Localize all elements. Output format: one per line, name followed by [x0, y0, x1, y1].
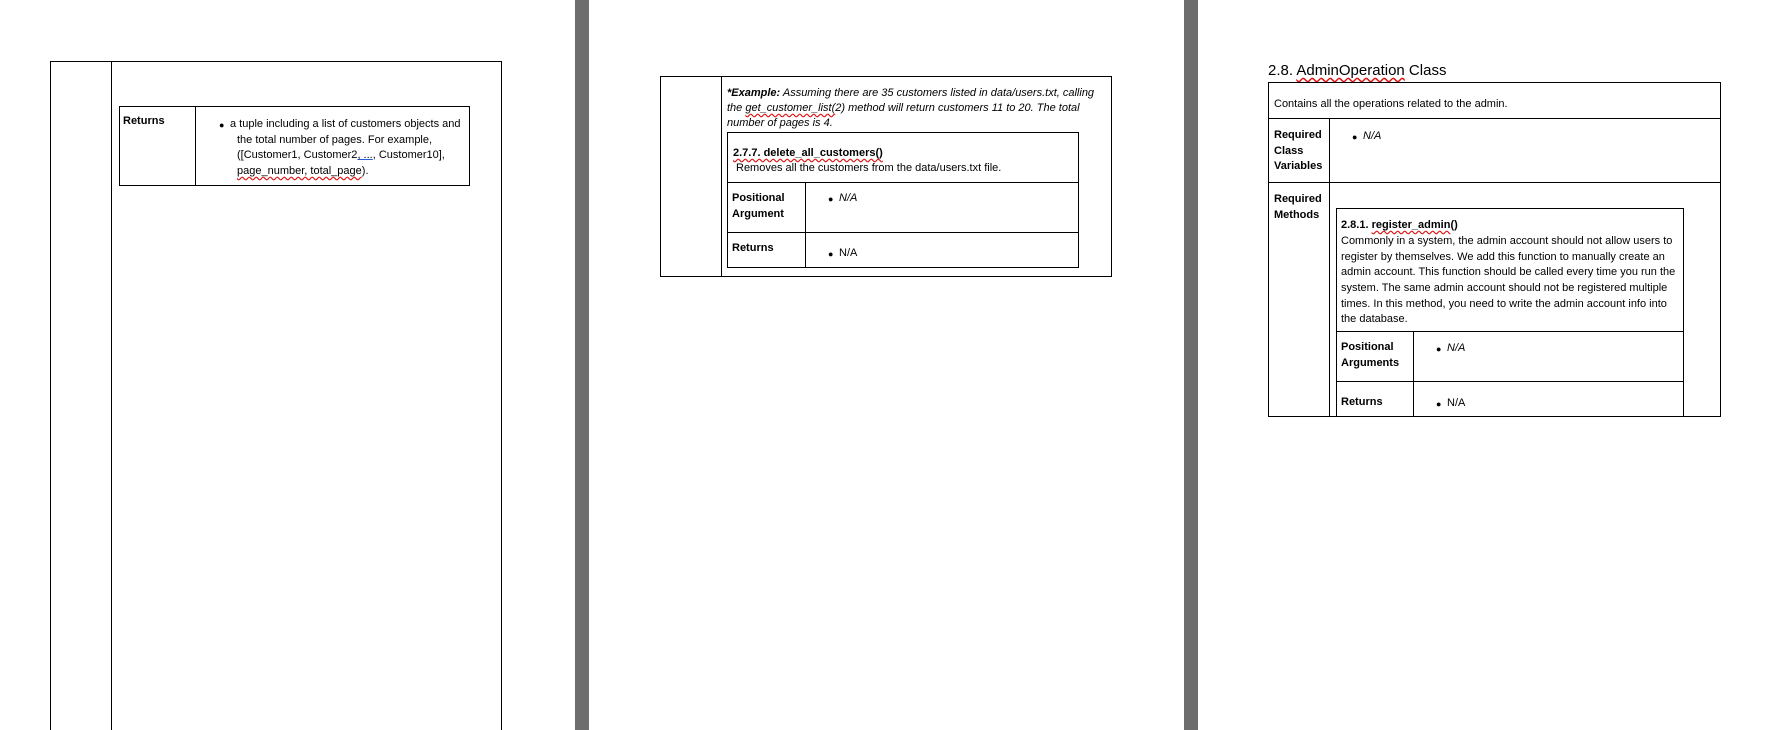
- class-table-row-divider-2: [1268, 182, 1721, 183]
- positional-argument-label-2: Argument: [732, 208, 784, 220]
- class-description: Contains all the operations related to the admin.: [1274, 98, 1508, 110]
- method-table-row-divider-1: [727, 182, 1079, 183]
- method-description: Removes all the customers from the data/users.txt file.: [736, 162, 1002, 174]
- returns-label: Returns: [732, 242, 774, 254]
- required-class-variables-label-1: Required: [1274, 129, 1322, 141]
- returns-label: Returns: [123, 115, 165, 127]
- example-line-2: [727, 101, 1080, 116]
- bullet-icon: ●: [219, 120, 225, 130]
- positional-arguments-label-1: Positional: [1341, 341, 1394, 353]
- positional-arguments-label-2: Arguments: [1341, 357, 1400, 369]
- returns-text-line-2: the total number of pages. For example,: [237, 134, 433, 146]
- method-description-line-6: the database.: [1341, 313, 1408, 325]
- section-heading-class-name: AdminOperation: [1296, 62, 1405, 79]
- bullet-icon: ●: [1436, 344, 1442, 354]
- bullet-icon: ●: [828, 194, 834, 204]
- example-text-1: Assuming there are 35 customers listed in data/users.txt, calling: [780, 87, 1095, 99]
- returns-value: N/A: [1447, 397, 1466, 409]
- class-table-row-divider-1: [1268, 118, 1721, 119]
- method-title-name: register_admin: [1371, 219, 1451, 231]
- bullet-icon: ●: [1352, 132, 1358, 142]
- example-text-2c: 2) method will return customers 11 to 20. The total: [835, 102, 1080, 114]
- method-description-line-4: system. The same admin account should not be registered multiple: [1341, 282, 1668, 294]
- class-table-column-divider: [1329, 118, 1330, 417]
- example-label: *Example:: [727, 87, 781, 99]
- method-title: [1341, 218, 1458, 233]
- positional-arguments-value: N/A: [1447, 342, 1466, 354]
- page-gap-2: [1184, 0, 1198, 730]
- required-methods-label-1: Required: [1274, 193, 1322, 205]
- example-text-2a: the: [727, 102, 746, 114]
- returns-text-line-3a: ([Customer1, Customer2: [237, 149, 358, 161]
- method-table-row-divider-2: [727, 232, 1079, 233]
- method-description-line-2: register by themselves. We add this function to manually create an: [1341, 251, 1665, 263]
- example-line-3: number of pages is 4.: [727, 117, 833, 129]
- positional-argument-label-1: Positional: [732, 192, 785, 204]
- positional-argument-value: N/A: [839, 192, 858, 204]
- outer-table-column-divider: [721, 76, 722, 277]
- method-description-line-3: admin account. This function should be called every time you run the: [1341, 266, 1676, 278]
- method-title-number: 2.8.1.: [1341, 219, 1372, 231]
- returns-text-line-4b: ).: [361, 165, 369, 177]
- document-page-1: [0, 0, 575, 730]
- returns-table-divider: [195, 106, 196, 186]
- returns-text-line-4: [237, 164, 369, 179]
- method-table-row-divider-2: [1336, 381, 1684, 382]
- section-heading-number: 2.8.: [1268, 62, 1297, 79]
- method-table-row-divider-1: [1336, 331, 1684, 332]
- outer-table-column-divider: [111, 61, 112, 730]
- required-class-variables-label-2: Class: [1274, 145, 1304, 157]
- returns-text-line-3c: , Customer10],: [372, 149, 445, 161]
- document-page-3: [1198, 0, 1783, 730]
- page-gap-1: [575, 0, 589, 730]
- document-page-2: [589, 0, 1184, 730]
- method-description-line-5: times. In this method, you need to write the admin account info into: [1341, 298, 1667, 310]
- required-class-variables-label-3: Variables: [1274, 160, 1323, 172]
- returns-text-line-1: a tuple including a list of customers objects and: [230, 118, 461, 130]
- method-table-column-divider: [1413, 331, 1414, 417]
- returns-value: N/A: [839, 247, 858, 259]
- method-title: 2.7.7. delete_all_customers(): [733, 147, 883, 159]
- section-heading: [1268, 62, 1446, 80]
- example-line-1: [727, 86, 1094, 101]
- method-table-column-divider: [805, 182, 806, 268]
- method-description-line-1: Commonly in a system, the admin account should not allow users to: [1341, 235, 1673, 247]
- bullet-icon: ●: [1436, 399, 1442, 409]
- returns-text-line-3: [237, 148, 445, 163]
- returns-text-line-3b: , ...: [357, 149, 373, 161]
- bullet-icon: ●: [828, 249, 834, 259]
- returns-label: Returns: [1341, 396, 1383, 408]
- section-heading-suffix: Class: [1404, 62, 1447, 79]
- example-text-2b: get_customer_list(: [745, 102, 836, 114]
- required-methods-label-2: Methods: [1274, 209, 1320, 221]
- required-class-variables-value: N/A: [1363, 130, 1382, 142]
- method-title-parens: (): [1450, 219, 1458, 231]
- returns-text-line-4a: page_number, total_page: [237, 165, 362, 177]
